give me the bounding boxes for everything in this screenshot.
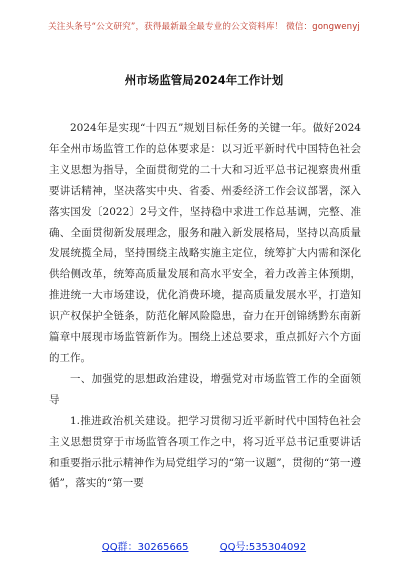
- paragraph-item-1: 1.推进政治机关建设。把学习贯彻习近平新时代中国特色社会主义思想贯穿于市场监管各项工作之中，将习近平总书记重要讲话和重要指示批示精神作为局党组学习的“第一议题”，贯彻的“第一遵循”，落实的“第一要: [49, 414, 361, 490]
- qq-number-text: QQ号:535304092: [219, 542, 307, 553]
- document-title: 州市场监管局2024年工作计划: [124, 73, 284, 87]
- document-body: [49, 118, 361, 494]
- paragraph-intro: 2024年是实现“十四五”规划目标任务的关键一年。做好2024年全州市场监管工作的总体要求是：以习近平新时代中国特色社会主义思想为指导，全面贯彻党的二十大和习近平总书记视察贵州重要讲话精神，坚决落实中央、省委、州委经济工作会议部署，深入落实国发〔2022〕2号文件，坚持稳中求进工作总基调，完整、准确、全面贯彻新发展理念，服务和融入新发展格局，坚持以高质量发展统揽全局，坚持围绕主战略实施主定位，统筹扩大内需和深化供给侧改革，统筹高质量发展和高水平安全，着力改善主体预期，推进统一大市场建设，优化消费环境，提高质量发展水平，打造知识产权保护全链条，防范化解风险隐患，奋力在开创锦绣黔东南新篇章中展现市场监管新作为。围绕上述总要求，重点抓好六个方面的工作。: [49, 122, 361, 364]
- footer-contact: [0, 538, 408, 553]
- header-note: 关注头条号“公文研究”，获得最新最全最专业的公文资料库！ 微信：gongwenyj: [48, 22, 360, 32]
- section-heading-1: 一、加强党的思想政治建设，增强党对市场监管工作的全面领导: [49, 372, 361, 406]
- qq-group-text: QQ群：30265665: [101, 542, 189, 553]
